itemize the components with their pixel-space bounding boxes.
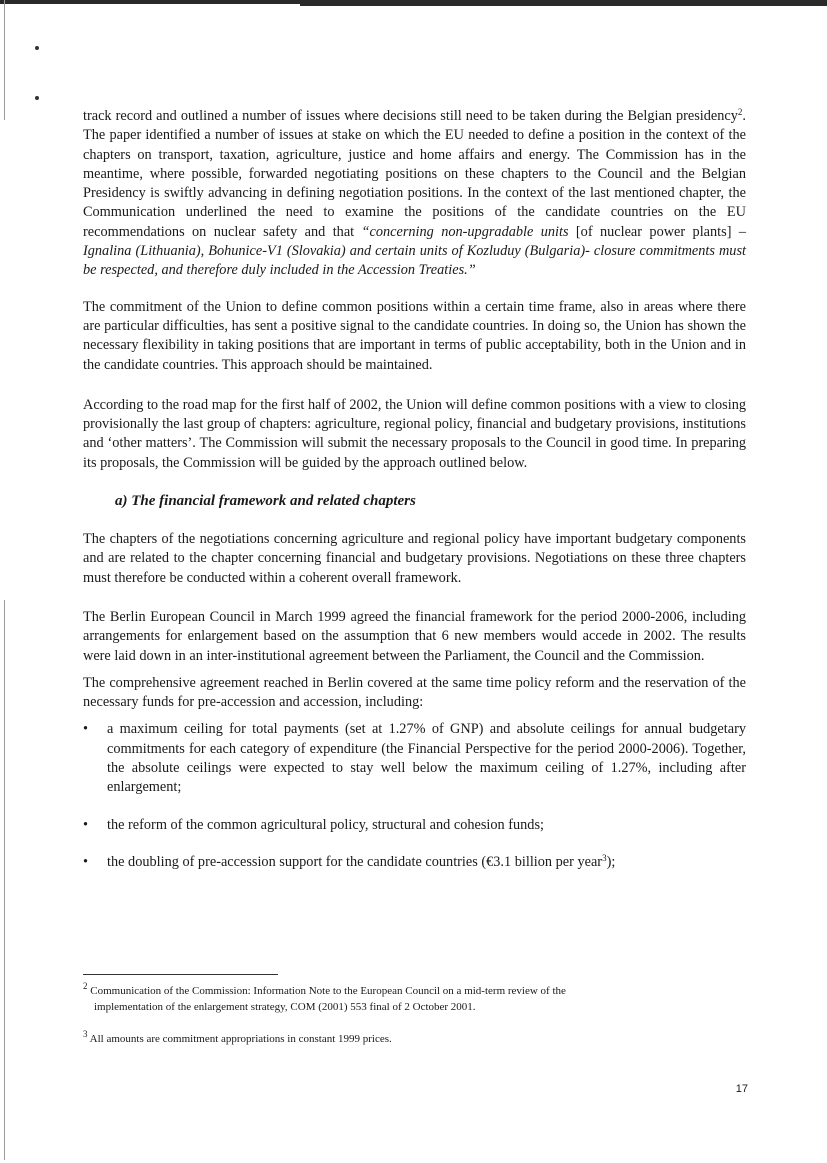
paragraph-union-commitment: The commitment of the Union to define common positions within a certain time frame, also in areas where there are particular difficulties, has sent a positive signal to the candidate countries. In doing so, the Union has shown the necessary flexibility in taking positions that are important in terms of public acceptability, both in the Union and in the candidate countries. This approach should be maintained.: [83, 298, 746, 373]
paragraph-belgian-presidency: [83, 107, 746, 281]
list-item-text: the reform of the common agricultural policy, structural and cohesion funds;: [107, 816, 544, 833]
paragraph-comprehensive-agreement: The comprehensive agreement reached in Berlin covered at the same time policy reform and the reservation of the necessary funds for pre-accession and accession, including:: [83, 674, 746, 711]
footnote-2: [83, 981, 747, 1015]
list-item-text: the doubling of pre-accession support for the candidate countries (€3.1 billion per year: [107, 853, 603, 870]
footnote-ref-3[interactable]: 3: [602, 852, 607, 863]
footnote-number: 3: [83, 1029, 88, 1039]
bullet-list: [83, 720, 746, 872]
quote-text: “concerning non-upgradable units: [361, 223, 569, 240]
scan-speck: [35, 96, 39, 100]
footnote-ref-2[interactable]: 2: [737, 107, 743, 117]
list-item: [83, 853, 746, 872]
text-run: . The paper identified a number of issues at stake on which the EU needed to define a position in the context of the chapters on transport, taxation, agriculture, justice and home affairs and energy. The Commission has in the meantime, where possible, forwarded negotiating positions on these chapters to the Council and the Belgian Presidency is swiftly advancing in defining negotiation positions. In the context of the last mentioned chapter, the Communication underlined the need to examine the positions of the candidate countries on the EU recommendations on nuclear safety and that: [83, 108, 746, 240]
footnote-text: All amounts are commitment appropriations in constant 1999 prices.: [87, 1033, 392, 1045]
text-run: [of nuclear power plants] –: [568, 223, 746, 240]
footnote-3: [83, 1029, 747, 1048]
footnote-text: implementation of the enlargement strategy, COM (2001) 553 final of 2 October 2001.: [94, 1000, 476, 1013]
text-run: track record and outlined a number of issues where decisions still need to be taken during the Belgian presidency: [83, 108, 738, 124]
scan-left-margin-mark: [4, 0, 5, 120]
page-body: [83, 107, 746, 890]
page-number: 17: [735, 1083, 748, 1095]
section-heading: a) The financial framework and related chapters: [115, 493, 416, 510]
footnote-number: 2: [83, 981, 88, 991]
paragraph-berlin-council: The Berlin European Council in March 1999 agreed the financial framework for the period 2000-2006, including arrangements for enlargement based on the assumption that 6 new members would accede in 2002. The results were laid down in an inter-institutional agreement between the Parliament, the Council and the Commission.: [83, 608, 746, 664]
scan-speck: [35, 46, 39, 50]
bullet-icon: •: [83, 721, 89, 738]
scan-left-margin-mark: [4, 600, 5, 1160]
scan-top-border-thin: [300, 4, 827, 6]
quote-text: Ignalina (Lithuania), Bohunice-V1 (Slovakia) and certain units of Kozluduy (Bulgaria)- closure commitments must be respected, and therefore duly included in the Accession Treaties.”: [83, 243, 746, 279]
bullet-icon: •: [83, 853, 89, 870]
list-item-text: );: [606, 853, 616, 870]
paragraph-chapters: The chapters of the negotiations concerning agriculture and regional policy have important budgetary components and are related to the chapter concerning financial and budgetary provisions. Negotiations on these three chapters must therefore be conducted within a coherent overall framework.: [83, 531, 746, 586]
footnote-text: Communication of the Commission: Information Note to the European Council on a mid-term review of the: [87, 985, 566, 997]
paragraph-road-map: According to the road map for the first half of 2002, the Union will define common positions with a view to closing provisionally the last group of chapters: agriculture, regional policy, financial and budgetary provisions, institutions and ‘other matters’. The Commission will submit the necessary proposals to the Council in good time. In preparing its proposals, the Commission will be guided by the approach outlined below.: [83, 396, 746, 471]
footnote-separator: [83, 974, 278, 975]
list-item: [83, 816, 746, 835]
list-item: [83, 720, 746, 797]
bullet-icon: •: [83, 816, 89, 833]
list-item-text: a maximum ceiling for total payments (set at 1.27% of GNP) and absolute ceilings for annual budgetary commitments for each category of expenditure (the Financial Perspective for the period 2000-2006). Together, the absolute ceilings were expected to stay well below the maximum ceiling of 1.27%, including after enlargement;: [107, 721, 746, 796]
